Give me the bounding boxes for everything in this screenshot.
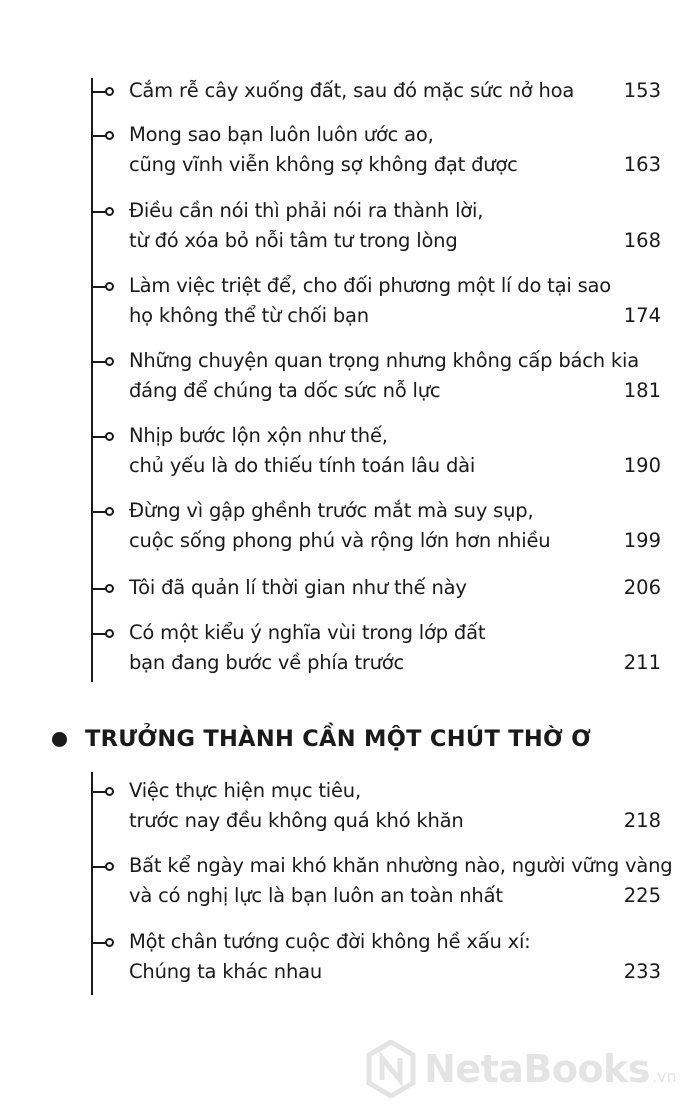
connector-tick	[92, 135, 106, 137]
entry-dot-icon	[105, 938, 114, 947]
entry-title: Điều cần nói thì phải nói ra thành lời, từ đó xóa bỏ nỗi tâm tư trong lòng	[129, 199, 484, 252]
netabooks-logo-icon	[366, 1040, 416, 1098]
entry-dot-icon	[105, 207, 114, 216]
entry-dot-icon	[105, 282, 114, 291]
connector-tick	[92, 866, 106, 868]
toc-connector-line	[91, 78, 93, 682]
watermark	[366, 1040, 677, 1098]
connector-tick	[92, 361, 106, 363]
watermark-brand: NetaBooks	[424, 1047, 650, 1091]
section-bullet-icon	[52, 732, 67, 747]
connector-tick	[92, 588, 106, 590]
connector-tick	[92, 791, 106, 793]
entry-title: Mong sao bạn luôn luôn ước ao, cũng vĩnh viễn không sợ không đạt được	[129, 123, 518, 176]
toc-group-1	[88, 70, 688, 682]
entry-page-number: 218	[623, 809, 661, 832]
watermark-suffix: .vn	[651, 1066, 677, 1086]
section-title: TRƯỞNG THÀNH CẦN MỘT CHÚT THỜ Ơ	[85, 726, 592, 752]
connector-tick	[92, 211, 106, 213]
entry-dot-icon	[105, 862, 114, 871]
entry-dot-icon	[105, 432, 114, 441]
entry-page-number: 190	[623, 454, 661, 477]
entry-page-number: 153	[623, 79, 661, 102]
connector-tick	[92, 91, 106, 93]
entry-title: Đừng vì gập ghềnh trước mắt mà suy sụp, cuộc sống phong phú và rộng lớn hơn nhiều	[129, 499, 551, 552]
entry-page-number: 163	[623, 153, 661, 176]
entry-page-number: 168	[623, 229, 661, 252]
connector-tick	[92, 633, 106, 635]
toc-group-2	[88, 772, 688, 996]
entry-title: Tôi đã quản lí thời gian như thế này	[129, 576, 467, 599]
connector-tick	[92, 511, 106, 513]
entry-page-number: 233	[623, 960, 661, 983]
entry-page-number: 206	[623, 576, 661, 599]
connector-tick	[92, 286, 106, 288]
entry-dot-icon	[105, 629, 114, 638]
entry-page-number: 174	[623, 304, 661, 327]
entry-page-number: 181	[623, 379, 661, 402]
entry-title: Bất kể ngày mai khó khăn nhường nào, người vững vàng và có nghị lực là bạn luôn an toàn nhất	[129, 854, 673, 907]
entry-dot-icon	[105, 584, 114, 593]
entry-dot-icon	[105, 357, 114, 366]
entry-title: Nhịp bước lộn xộn như thế, chủ yếu là do thiếu tính toán lâu dài	[129, 424, 476, 477]
entry-title: Làm việc triệt để, cho đối phương một lí do tại sao họ không thể từ chối bạn	[129, 274, 612, 327]
entry-page-number: 211	[623, 651, 661, 674]
entry-page-number: 225	[623, 884, 661, 907]
entry-title: Những chuyện quan trọng nhưng không cấp bách kia đáng để chúng ta dốc sức nỗ lực	[129, 349, 639, 402]
connector-tick	[92, 942, 106, 944]
entry-title: Việc thực hiện mục tiêu, trước nay đều không quá khó khăn	[129, 779, 464, 832]
entry-title: Có một kiểu ý nghĩa vùi trong lớp đất bạn đang bước về phía trước	[129, 621, 486, 674]
entry-title: Cắm rễ cây xuống đất, sau đó mặc sức nở hoa	[129, 79, 575, 102]
entry-dot-icon	[105, 507, 114, 516]
connector-tick	[92, 436, 106, 438]
toc-connector-line	[91, 772, 93, 995]
entry-dot-icon	[105, 131, 114, 140]
entry-dot-icon	[105, 87, 114, 96]
section-heading[interactable]	[52, 726, 591, 752]
entry-page-number: 199	[623, 529, 661, 552]
entry-title: Một chân tướng cuộc đời không hề xấu xí: Chúng ta khác nhau	[129, 930, 531, 983]
entry-dot-icon	[105, 787, 114, 796]
